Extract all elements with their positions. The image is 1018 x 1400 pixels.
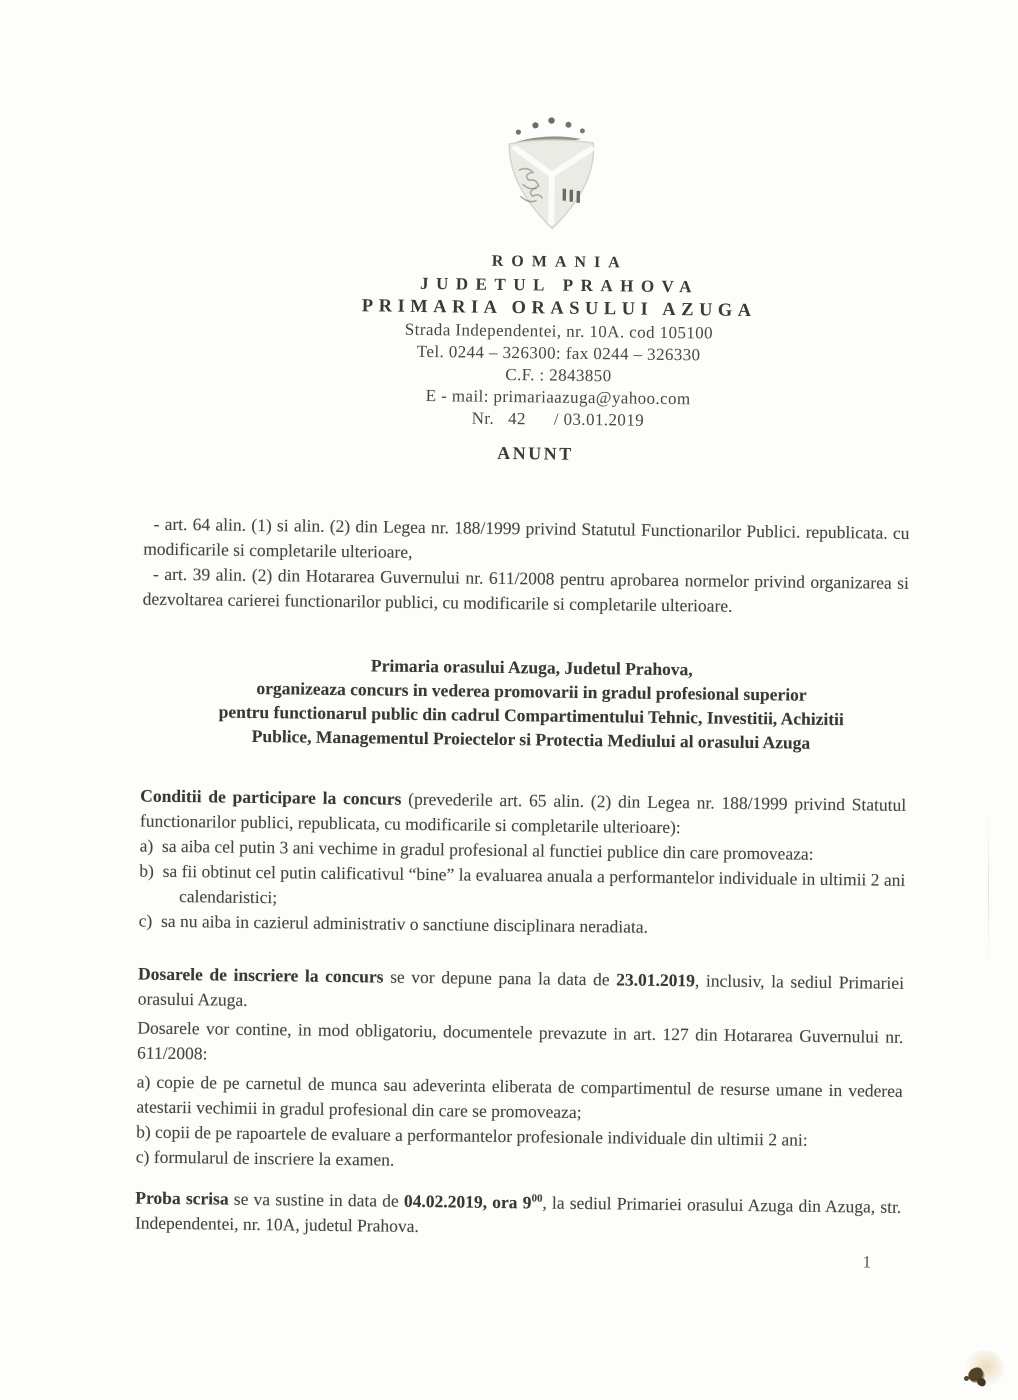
announcement-line: pentru functionarul public din cadrul Compartimentului Tehnic, Investitii, Achizitii (218, 701, 844, 730)
written-exam-paragraph: Proba scrisa se va sustine in data de 04.02.2019, ora $9^{00}$, la sediul Primariei orasului Azuga din Azuga, str. Independentei, nr. 10A, judetul Prahova. (134, 1187, 902, 1236)
dossier-item-c: c) formularul de inscriere la examen. (135, 1146, 395, 1170)
dossier-deadline-paragraph: Dosarele de inscriere la concurs se vor depune pana la data de 23.01.2019, inclusiv, la sediul Primariei orasului Azuga. (137, 963, 905, 1010)
written-exam-hour-superscript: 00 (531, 1192, 543, 1205)
announcement-statement (161, 651, 902, 756)
letterhead-fiscal-code: C.F. : 2843850 (505, 364, 612, 386)
condition-item-a: a) sa aiba cel putin 3 ani vechime in gradul profesional al functiei publice din care promoveaza: (139, 835, 814, 864)
page-number: 1 (862, 1252, 872, 1272)
letterhead-registration-number: Nr. 42 / 03.01.2019 (471, 408, 645, 430)
letterhead-address: Strada Independentei, nr. 10A. cod 105100 (404, 319, 714, 343)
written-exam-section (135, 1186, 902, 1245)
participation-conditions-section (139, 784, 907, 943)
legal-basis-section (143, 512, 910, 621)
condition-item-c: c) sa nu aiba in cazierul administrativ o sanctiune disciplinara neradiata. (138, 910, 649, 937)
conditions-lead: Conditii de participare la concurs (140, 785, 402, 809)
azuga-coat-of-arms-icon (484, 112, 646, 246)
dossier-lead: Dosarele de inscriere la concurs (137, 963, 384, 987)
letterhead-institution: PRIMARIA ORASULUI AZUGA (361, 296, 757, 322)
ink-stain (950, 1350, 1006, 1398)
conditions-intro: Conditii de participare la concurs (prevederile art. 65 alin. (2) din Legea nr. 188/1999 privind Statutul functionarilor publici, republicata, cu modificarile si completarile ulterioare): (139, 785, 907, 838)
legal-basis-item-2: - art. 39 alin. (2) din Hotararea Guvernului nr. 611/2008 pentru aprobarea normelor privind organizarea si dezvoltarea carierei functionarilor publici, cu modificarile si completarile ulterioare. (142, 563, 910, 616)
dossier-item-b: b) copii de pe rapoartele de evaluare a performantelor profesionale individuale din ultimii 2 ani: (136, 1121, 808, 1150)
announcement-line: Primaria orasului Azuga, Judetul Prahova, (370, 655, 693, 680)
letterhead-county: JUDETUL PRAHOVA (419, 273, 700, 297)
document-title: ANUNT (497, 442, 574, 464)
announcement-line: organizeaza concurs in vederea promovarii in gradul profesional superior (256, 677, 807, 705)
written-exam-date: 04.02.2019, ora 9 (403, 1190, 532, 1213)
letterhead (0, 244, 1015, 436)
written-exam-lead: Proba scrisa (135, 1187, 229, 1209)
letterhead-country: ROMANIA (491, 252, 628, 272)
legal-basis-item-1: - art. 64 alin. (1) si alin. (2) din Legea nr. 188/1999 privind Statutul Functionarilor Publici. republicata. cu modificarile si completarile ulterioare, (143, 513, 910, 562)
letterhead-phone: Tel. 0244 – 326300: fax 0244 – 326330 (416, 341, 701, 365)
letterhead-email: E - mail: primariaazuga@yahoo.com (425, 386, 691, 409)
scan-edge-artifact (988, 810, 989, 970)
dossier-deadline-date: 23.01.2019 (616, 969, 696, 991)
dossier-contents-intro: Dosarele vor contine, in mod obligatoriu, documentele prevazute in art. 127 din Hotararea Guvernului nr. 611/2008: (136, 1017, 904, 1064)
dossier-section (136, 962, 904, 1179)
dossier-item-a: a) copie de pe carnetul de munca sau adeverinta eliberata de compartimentul de resurse umane in vederea atestarii vechimii in gradul profesional din care se promoveaza; (136, 1071, 903, 1122)
announcement-line: Publice, Managementul Proiectelor si Protectia Mediului al orasului Azuga (251, 725, 811, 753)
condition-item-b: b) sa fii obtinut cel putin calificativul “bine” la evaluarea anuala a performantelor individuale in ultimii 2 ani calendaristici; (139, 860, 906, 908)
